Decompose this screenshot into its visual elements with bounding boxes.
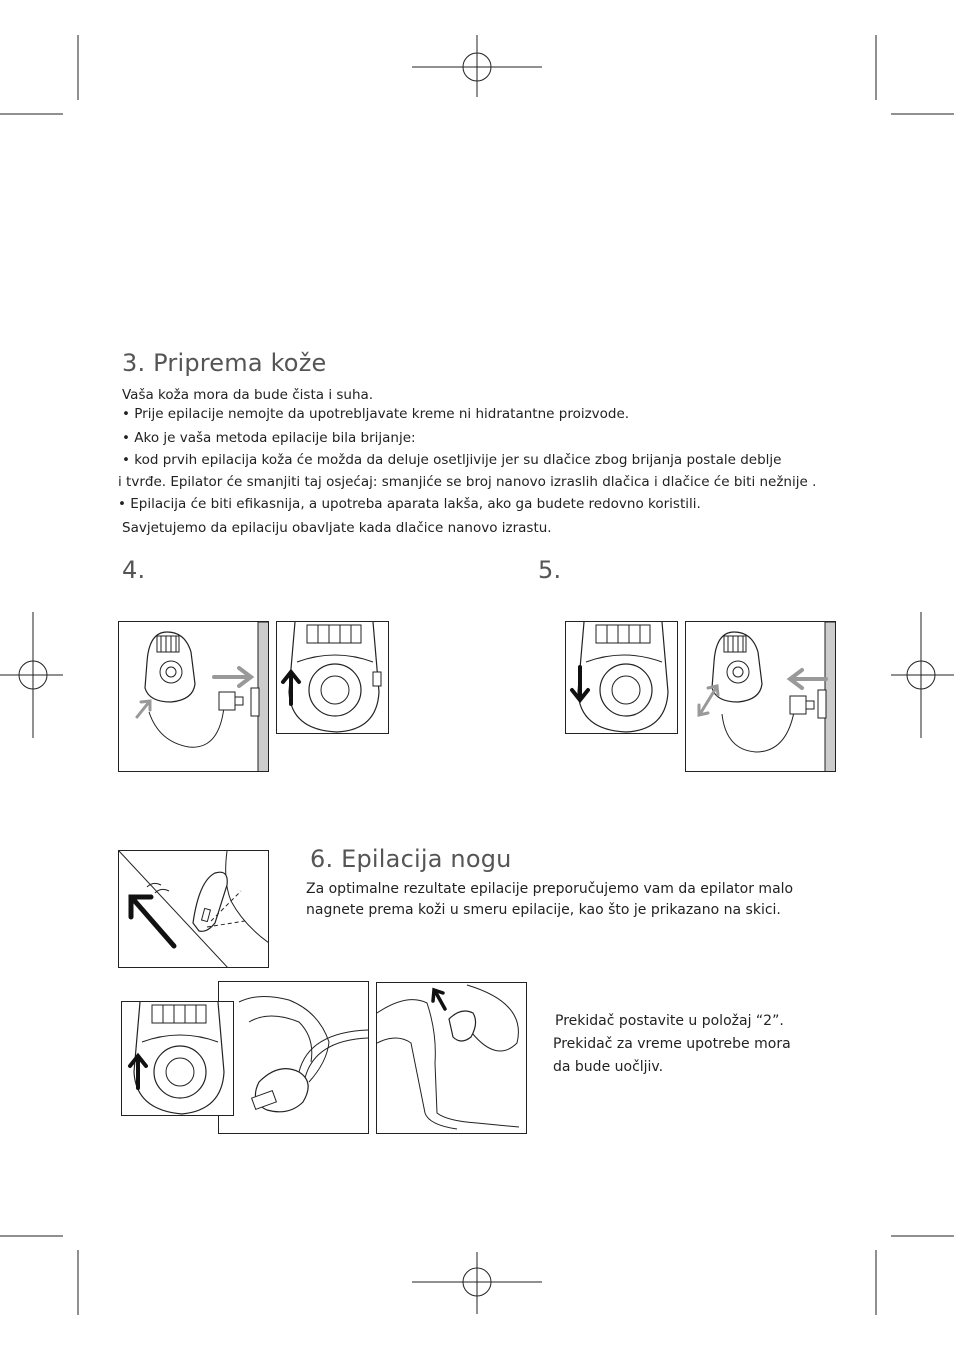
epilator-icon [252,1069,309,1112]
section-6-paragraph: Za optimalne rezultate epilacije preporučujemo vam da epilator malo nagnete prema koži u smeru epilacije, kao što je prikazano na skici. [306,881,794,918]
arrow-icon [131,897,174,946]
illustration-unplug-epilator [685,621,836,772]
epilator-icon [712,632,762,702]
illustration-hand-holding-epilator [218,981,369,1134]
epilator-icon [193,872,227,931]
epilator-icon [578,622,668,732]
illustration-plug-in-epilator [118,621,269,772]
section-3-line: • Prije epilacije nemojte da upotrebljavate kreme ni hidratantne proizvode. [122,406,630,422]
arrow-icon [214,668,251,686]
arrow-icon [699,686,718,715]
illustration-switch-up [276,621,389,734]
illustration-switch-position-2 [121,1001,234,1116]
section-3-line: Vaša koža mora da bude čista i suha. [122,387,374,403]
arrow-icon [137,701,150,717]
arrow-icon [790,670,826,688]
switch-note-line: Prekidač postavite u položaj “2”. [555,1013,784,1029]
section-3-line: • kod prvih epilacija koža će možda da deluje osetljivije jer su dlačice zbog brijanja postale deblje [122,452,782,468]
epilator-icon [449,1011,476,1041]
section-5-title: 5. [538,556,562,584]
arrow-icon [433,990,445,1009]
registration-mark-icon [412,1252,542,1314]
illustration-tilt-epilator [118,850,269,968]
epilator-icon [289,622,381,732]
power-adapter-icon [219,688,259,716]
illustration-switch-down [565,621,678,734]
switch-note-line: da bude uočljiv. [553,1059,664,1075]
epilator-icon [134,1002,224,1114]
section-3-line: Savjetujemo da epilaciju obavljate kada dlačice nanovo izrastu. [122,520,552,536]
registration-mark-icon [0,612,63,738]
power-adapter-icon [790,690,826,718]
section-3-line: • Ako je vaša metoda epilacije bila brijanje: [122,430,416,446]
epilator-icon [145,632,195,702]
section-3-title: 3. Priprema kože [122,349,327,377]
switch-note-line: Prekidač za vreme upotrebe mora [553,1036,791,1052]
section-3-line: i tvrđe. Epilator će smanjiti taj osjećaj: smanjiće se broj nanovo izraslih dlačica i dlačice će biti nežnije . [118,474,817,490]
section-4-title: 4. [122,556,146,584]
registration-mark-icon [412,35,542,97]
registration-mark-icon [891,612,954,738]
section-3-line: • Epilacija će biti efikasnija, a upotreba aparata lakša, ako ga budete redovno koristili. [118,496,701,512]
section-6-title: 6. Epilacija nogu [310,845,512,873]
illustration-leg-epilation [376,982,527,1134]
